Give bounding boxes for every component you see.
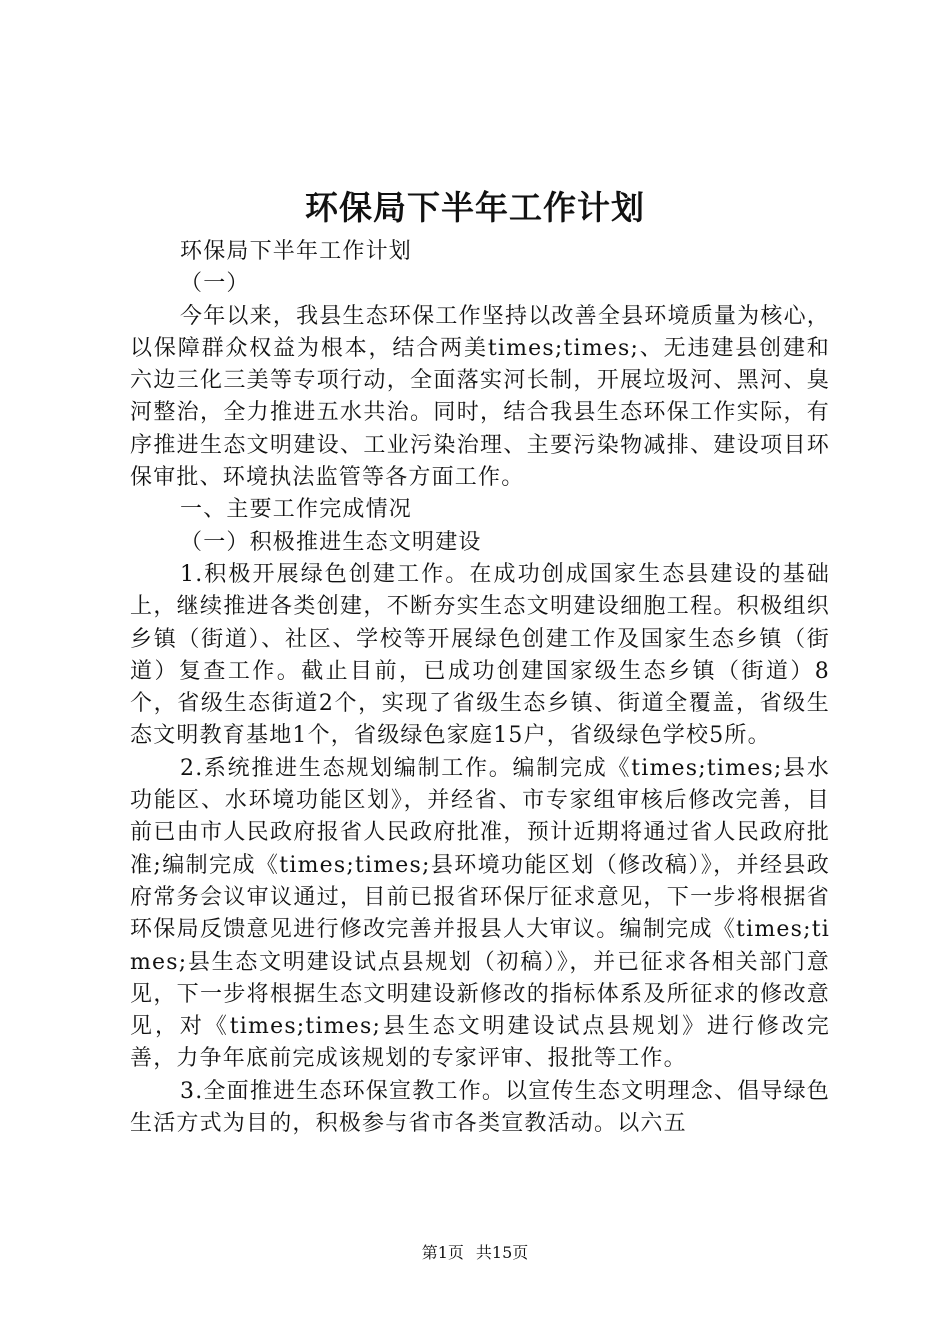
subtitle-paragraph: 环保局下半年工作计划	[180, 239, 413, 264]
page-number: 第1页	[421, 1243, 464, 1262]
subsection-heading: （一）积极推进生态文明建设	[180, 529, 482, 555]
page-total: 共15页	[475, 1243, 529, 1262]
intro-paragraph: 今年以来，我县生态环保工作坚持以改善全县环境质量为核心，以保障群众权益为根本，结合两美times;times;、无违建县创建和六边三化三美等专项行动，全面落实河长制，开展垃圾河、黑河、臭河整治，全力推进五水共治。同时，结合我县生态环保工作实际，有序推进生态文明建设、工业污染治理、主要污染物减排、建设项目环保审批、环境执法监管等各方面工作。	[130, 303, 830, 491]
document-body	[130, 236, 830, 1140]
section-heading: 一、主要工作完成情况	[180, 497, 413, 523]
page-footer	[0, 1243, 950, 1263]
section-marker: （一）	[180, 271, 250, 297]
item-paragraph-3: 3.全面推进生态环保宣教工作。以宣传生态文明理念、倡导绿色生活方式为目的，积极参与省市各类宣教活动。以六五	[130, 1078, 830, 1137]
item-paragraph-2: 2.系统推进生态规划编制工作。编制完成《times;times;县水功能区、水环境功能区划》，并经省、市专家组审核后修改完善，目前已由市人民政府报省人民政府批准，预计近期将通过省人民政府批准;编制完成《times;times;县环境功能区划（修改稿）》，并经县政府常务会议审议通过，目前已报省环保厅征求意见，下一步将根据省环保局反馈意见进行修改完善并报县人大审议。编制完成《times;times;县生态文明建设试点县规划（初稿）》，并已征求各相关部门意见，下一步将根据生态文明建设新修改的指标体系及所征求的修改意见，对《times;times;县生态文明建设试点县规划》进行修改完善，力争年底前完成该规划的专家评审、报批等工作。	[130, 755, 830, 1072]
item-paragraph-1: 1.积极开展绿色创建工作。在成功创成国家生态县建设的基础上，继续推进各类创建，不断夯实生态文明建设细胞工程。积极组织乡镇（街道）、社区、学校等开展绿色创建工作及国家生态乡镇（街道）复查工作。截止目前，已成功创建国家级生态乡镇（街道）8个，省级生态街道2个，实现了省级生态乡镇、街道全覆盖，省级生态文明教育基地1个，省级绿色家庭15户，省级绿色学校5所。	[130, 561, 830, 749]
document-title: 环保局下半年工作计划	[305, 188, 645, 227]
